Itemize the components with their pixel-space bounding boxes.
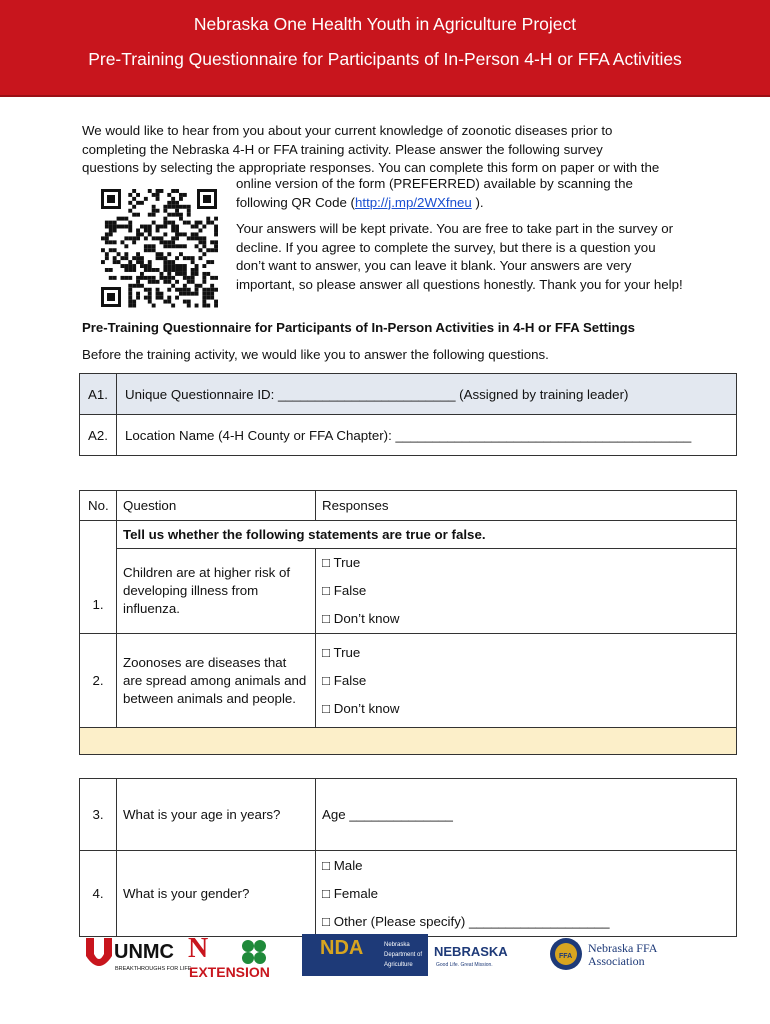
option-false[interactable]: □ False <box>322 672 367 688</box>
location-name-field[interactable]: Location Name (4-H County or FFA Chapter): ________________________________________ <box>117 415 737 456</box>
questionnaire-title: Pre-Training Questionnaire for Participants of In-Person 4-H or FFA Activities <box>88 49 682 69</box>
dhhs-logo <box>434 944 508 968</box>
column-header-responses: Responses <box>316 491 737 521</box>
project-title: Nebraska One Health Youth in Agriculture Project <box>193 14 577 34</box>
response-options <box>316 634 737 728</box>
questions-table <box>79 490 737 937</box>
svg-text:Nebraska: Nebraska <box>384 942 410 948</box>
svg-text:Agriculture: Agriculture <box>384 962 413 968</box>
spacer-row <box>80 755 737 779</box>
section-prompt: Tell us whether the following statements are true or false. <box>117 521 737 549</box>
response-options <box>316 549 737 634</box>
option-female[interactable]: □ Female <box>322 885 379 901</box>
questionnaire-id-field[interactable]: Unique Questionnaire ID: ________________________ (Assigned by training leader) <box>117 374 737 415</box>
question-row <box>80 851 737 937</box>
response-options <box>316 851 737 937</box>
age-field[interactable]: Age ______________ <box>316 779 737 851</box>
intro-line: We would like to hear from you about your current knowledge of zoonotic diseases prior to <box>82 123 613 138</box>
ffa-wordmark: Nebraska FFA <box>588 941 658 955</box>
option-dont-know[interactable]: □ Don’t know <box>322 611 400 626</box>
question-row <box>80 549 737 634</box>
question-text: What is your gender? <box>117 851 316 937</box>
table-row <box>80 374 737 415</box>
question-number: 3. <box>80 779 117 851</box>
row-number: A2. <box>80 415 117 456</box>
id-table <box>79 373 737 456</box>
intro-continuation <box>236 175 686 212</box>
intro-line: completing the Nebraska 4-H or FFA training activity. Please answer the following survey <box>82 141 603 157</box>
question-text: Zoonoses are diseases that are spread among animals and between animals and people. <box>117 634 316 728</box>
nda-logo <box>302 934 428 976</box>
qr-code[interactable] <box>99 187 219 309</box>
extension-n: N <box>188 933 209 964</box>
instructions: Before the training activity, we would like you to answer the following questions. <box>82 347 549 362</box>
svg-text:Association: Association <box>588 954 645 968</box>
option-true[interactable]: □ True <box>322 555 361 570</box>
unmc-wordmark: UNMC <box>114 941 174 963</box>
question-text: Children are at higher risk of developing illness from influenza. <box>117 549 316 634</box>
divider-row <box>80 728 737 755</box>
extension-logo <box>188 933 270 978</box>
table-row <box>80 415 737 456</box>
svg-text:FFA: FFA <box>559 953 573 960</box>
question-row <box>80 634 737 728</box>
column-header-no: No. <box>80 491 117 521</box>
svg-text:Department of: Department of <box>384 952 423 958</box>
extension-wordmark: EXTENSION <box>189 964 270 978</box>
question-number: 2. <box>80 634 117 728</box>
column-header-question: Question <box>117 491 316 521</box>
privacy-paragraph: Your answers will be kept private. You are free to take part in the survey or decline. If you agree to complete the survey, but there is a question you don’t want to answer, you can leave it blank. Your answers are very important, so please answer all questions honestly. Thank you for your help! <box>236 221 683 292</box>
option-dont-know[interactable]: □ Don’t know <box>322 700 400 716</box>
survey-link[interactable]: http://j.mp/2WXfneu <box>354 194 472 210</box>
intro-line: questions by selecting the appropriate responses. You can complete this form on paper or with the <box>82 160 660 175</box>
page-header <box>0 0 770 97</box>
question-row <box>80 779 737 851</box>
dhhs-wordmark: NEBRASKA <box>434 944 508 959</box>
intro-line <box>236 194 686 213</box>
question-number: 4. <box>80 851 117 937</box>
option-other[interactable]: □ Other (Please specify) ___________________ <box>322 913 610 929</box>
option-false[interactable]: □ False <box>322 583 367 598</box>
section-heading: Pre-Training Questionnaire for Participants of In-Person Activities in 4-H or FFA Settings <box>82 320 635 335</box>
question-number: 1. <box>92 597 104 612</box>
section-prompt-row <box>80 521 737 549</box>
unmc-tagline: BREAKTHROUGHS FOR LIFE <box>115 966 192 972</box>
intro-text: following QR Code ( <box>236 194 355 210</box>
option-male[interactable]: □ Male <box>322 857 363 873</box>
question-text: What is your age in years? <box>117 779 316 851</box>
row-number: A1. <box>80 374 117 415</box>
svg-text:Good Life. Great Mission.: Good Life. Great Mission. <box>436 962 493 968</box>
intro-text: ). <box>471 194 484 210</box>
option-true[interactable]: □ True <box>322 644 361 660</box>
unmc-logo <box>86 938 192 972</box>
intro-paragraph <box>82 122 692 178</box>
intro-line: online version of the form (PREFERRED) available by scanning the <box>236 176 633 191</box>
ffa-logo <box>550 938 658 970</box>
partner-logos <box>84 932 684 978</box>
table-header-row <box>80 491 737 521</box>
nda-wordmark: NDA <box>320 937 364 959</box>
